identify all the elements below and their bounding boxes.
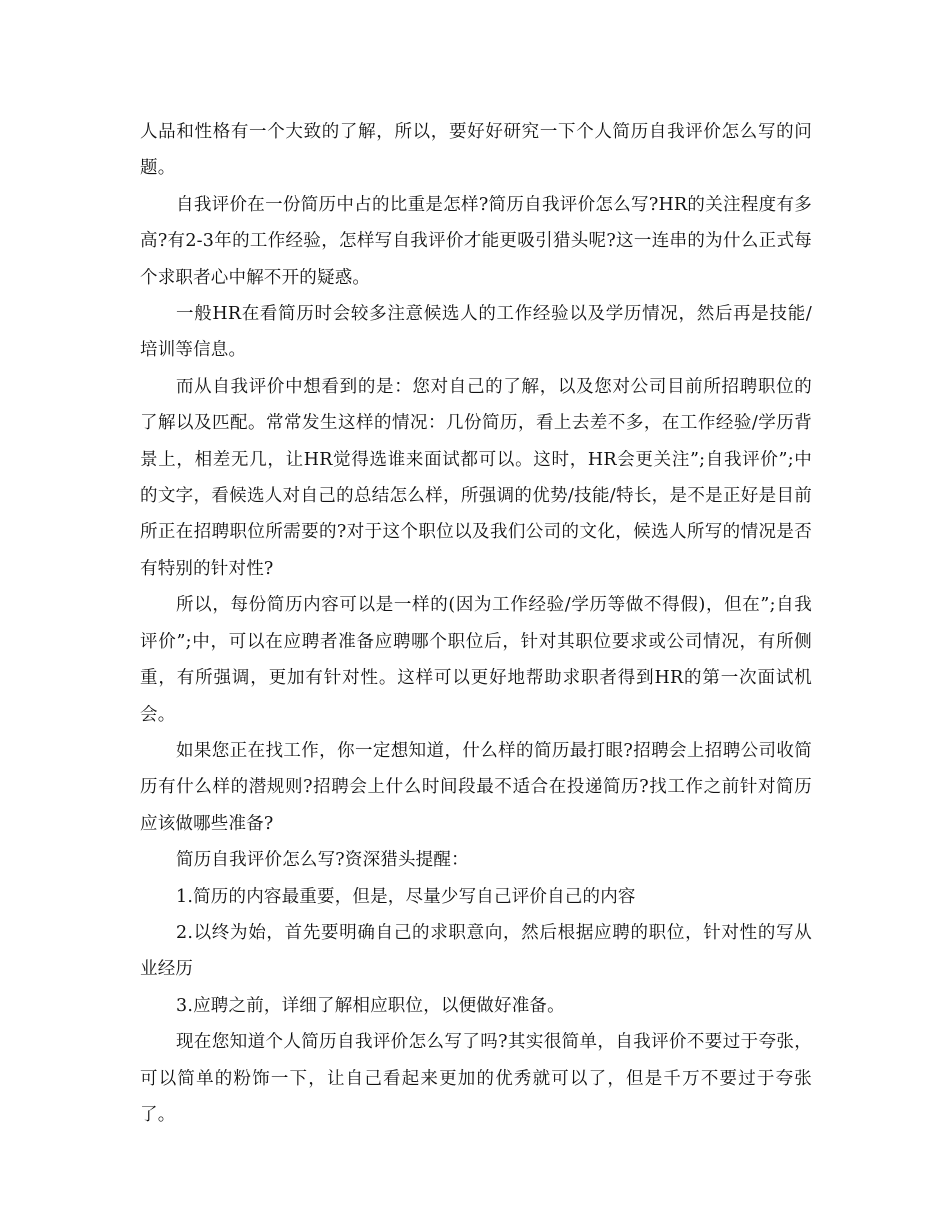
list-item-2: 2.以终为始，首先要明确自己的求职意向，然后根据应聘的职位，针对性的写从业经历 bbox=[140, 922, 812, 980]
paragraph-7: 简历自我评价怎么写?资深猎头提醒： bbox=[176, 850, 469, 871]
paragraph-1: 人品和性格有一个大致的了解，所以，要好好研究一下个人简历自我评价怎么写的问题。 bbox=[140, 122, 812, 179]
paragraph-conclusion: 现在您知道个人简历自我评价怎么写了吗?其实很简单，自我评价不要过于夸张，可以简单的粉饰一下，让自己看起来更加的优秀就可以了，但是千万不要过于夸张了。 bbox=[140, 1032, 812, 1125]
paragraph-4: 而从自我评价中想看到的是：您对自己的了解，以及您对公司目前所招聘职位的了解以及匹配。常常发生这样的情况：几份简历，看上去差不多，在工作经验/学历背景上，相差无几，让HR觉得选谁来面试都可以。这时，HR会更关注”;自我评价”;中的文字，看候选人对自己的总结怎么样，所强调的优势/技能/特长，是不是正好是目前所正在招聘职位所需要的?对于这个职位以及我们公司的文化，候选人所写的情况是否有特别的针对性? bbox=[140, 376, 812, 579]
list-item-1: 1.简历的内容最重要，但是，尽量少写自己评价自己的内容 bbox=[176, 886, 636, 907]
document-body bbox=[140, 114, 812, 1133]
paragraph-5: 所以，每份简历内容可以是一样的(因为工作经验/学历等做不得假)，但在”;自我评价”;中，可以在应聘者准备应聘哪个职位后，针对其职位要求或公司情况，有所侧重，有所强调，更加有针对性。这样可以更好地帮助求职者得到HR的第一次面试机会。 bbox=[140, 595, 812, 725]
paragraph-2: 自我评价在一份简历中占的比重是怎样?简历自我评价怎么写?HR的关注程度有多高?有2-3年的工作经验，怎样写自我评价才能更吸引猎头呢?这一连串的为什么正式每个求职者心中解不开的疑惑。 bbox=[140, 194, 812, 288]
paragraph-6: 如果您正在找工作，你一定想知道，什么样的简历最打眼?招聘会上招聘公司收简历有什么样的潜规则?招聘会上什么时间段最不适合在投递简历?找工作之前针对简历应该做哪些准备? bbox=[140, 740, 812, 834]
paragraph-3: 一般HR在看简历时会较多注意候选人的工作经验以及学历情况，然后再是技能/培训等信息。 bbox=[140, 304, 812, 361]
list-item-3: 3.应聘之前，详细了解相应职位，以便做好准备。 bbox=[176, 995, 565, 1016]
